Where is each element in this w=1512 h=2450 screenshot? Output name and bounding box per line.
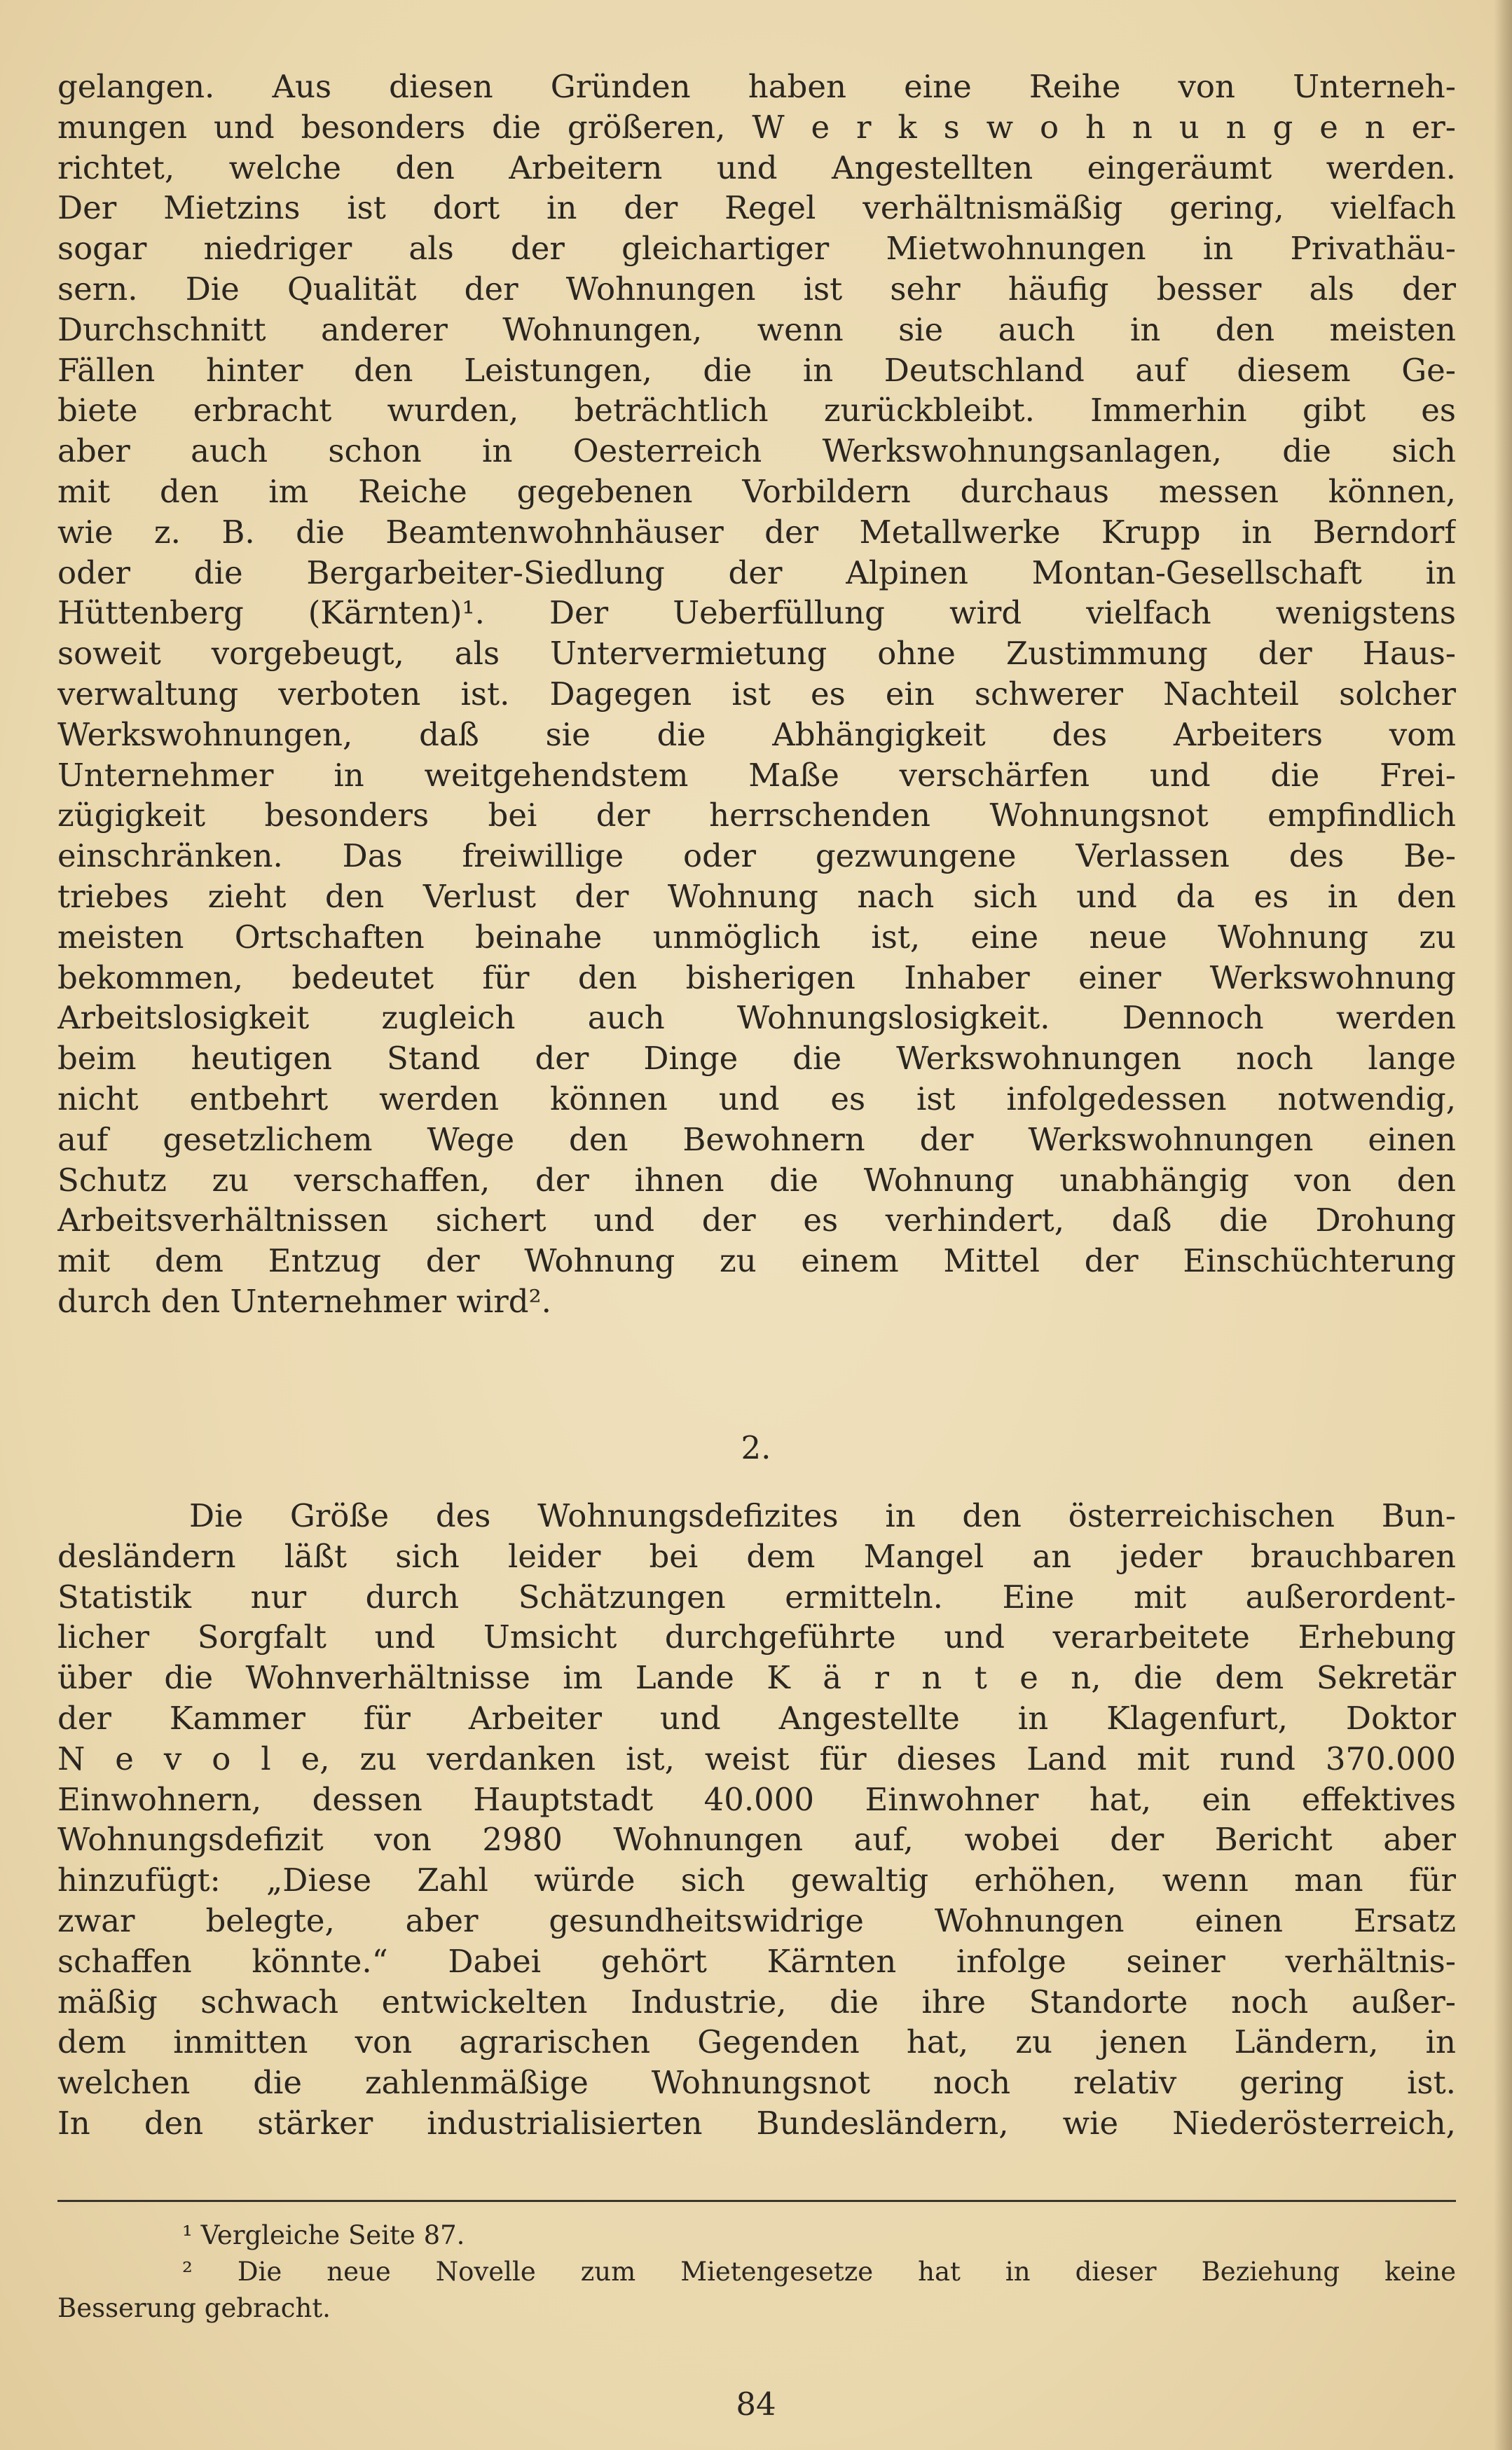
text-line: mit den im Reiche gegebenen Vorbildern durchaus messen können, — [57, 472, 1456, 510]
footnotes — [57, 2217, 1456, 2327]
text-line: Arbeitsverhältnissen sichert und der es verhindert, daß die Drohung — [57, 1202, 1456, 1239]
text-line: dem inmitten von agrarischen Gegenden hat, zu jenen Ländern, in — [57, 2023, 1456, 2061]
text-line: wie z. B. die Beamtenwohnhäuser der Metallwerke Krupp in Berndorf — [57, 513, 1456, 551]
text-line: meisten Ortschaften beinahe unmöglich ist, eine neue Wohnung zu — [57, 918, 1456, 956]
text-line: bekommen, bedeutet für den bisherigen Inhaber einer Werkswohnung — [57, 958, 1456, 996]
text-line: Statistik nur durch Schätzungen ermitteln. Eine mit außerordent- — [57, 1578, 1456, 1616]
text-line: Unternehmer in weitgehendstem Maße verschärfen und die Frei- — [57, 756, 1456, 794]
text-line: mäßig schwach entwickelten Industrie, die ihre Standorte noch außer- — [57, 1983, 1456, 2021]
text-line: oder die Bergarbeiter-Siedlung der Alpinen Montan-Gesellschaft in — [57, 553, 1456, 591]
text-line: auf gesetzlichem Wege den Bewohnern der Werkswohnungen einen — [57, 1120, 1456, 1158]
text-line: Durchschnitt anderer Wohnungen, wenn sie auch in den meisten — [57, 310, 1456, 348]
page-spine-shadow — [1494, 0, 1512, 2450]
footnote-1: ¹ Vergleiche Seite 87. — [182, 2220, 465, 2250]
text-line: desländern läßt sich leider bei dem Mangel an jeder brauchbaren — [57, 1537, 1456, 1575]
text-line: durch den Unternehmer wird². — [57, 1282, 551, 1320]
text-line: zwar belegte, aber gesundheitswidrige Wohnungen einen Ersatz — [57, 1901, 1456, 1939]
page-number: 84 — [736, 2386, 776, 2423]
text-line: hinzufügt: „Diese Zahl würde sich gewaltig erhöhen, wenn man für — [57, 1861, 1456, 1899]
text-line: Der Mietzins ist dort in der Regel verhältnismäßig gering, vielfach — [57, 189, 1456, 227]
text-line: biete erbracht wurden, beträchtlich zurückbleibt. Immerhin gibt es — [57, 392, 1456, 429]
text-line: Die Größe des Wohnungsdefizites in den österreichischen Bun- — [189, 1497, 1456, 1534]
text-line: über die Wohnverhältnisse im Lande K ä r n t e n, die dem Sekretär — [57, 1659, 1456, 1697]
footnote-2-line-1: ² Die neue Novelle zum Mietengesetze hat in dieser Beziehung keine — [182, 2257, 1456, 2287]
text-line: nicht entbehrt werden können und es ist infolgedessen notwendig, — [57, 1080, 1456, 1117]
text-line: gelangen. Aus diesen Gründen haben eine Reihe von Unterneh- — [57, 68, 1456, 105]
text-line: mungen und besonders die größeren, W e r k s w o h n u n g e n er- — [57, 108, 1456, 146]
text-line: licher Sorgfalt und Umsicht durchgeführte und verarbeitete Erhebung — [57, 1618, 1456, 1656]
footnote-2-line-2: Besserung gebracht. — [57, 2293, 331, 2323]
text-line: aber auch schon in Oesterreich Werkswohnungsanlagen, die sich — [57, 432, 1456, 470]
text-line: In den stärker industrialisierten Bundesländern, wie Niederösterreich, — [57, 2104, 1456, 2142]
text-line: verwaltung verboten ist. Dagegen ist es ein schwerer Nachteil solcher — [57, 675, 1456, 713]
text-line: schaffen könnte.“ Dabei gehört Kärnten infolge seiner verhältnis- — [57, 1942, 1456, 1980]
text-line: einschränken. Das freiwillige oder gezwungene Verlassen des Be- — [57, 837, 1456, 875]
text-line: beim heutigen Stand der Dinge die Werkswohnungen noch lange — [57, 1040, 1456, 1078]
paragraph-1 — [57, 67, 1456, 1322]
text-line: Arbeitslosigkeit zugleich auch Wohnungslosigkeit. Dennoch werden — [57, 999, 1456, 1037]
text-line: mit dem Entzug der Wohnung zu einem Mittel der Einschüchterung — [57, 1242, 1456, 1280]
text-line: der Kammer für Arbeiter und Angestellte in Klagenfurt, Doktor — [57, 1699, 1456, 1737]
text-line: soweit vorgebeugt, als Untervermietung ohne Zustimmung der Haus- — [57, 635, 1456, 673]
text-line: zügigkeit besonders bei der herrschenden Wohnungsnot empfindlich — [57, 797, 1456, 834]
text-line: Hüttenberg (Kärnten)¹. Der Ueberfüllung wird vielfach wenigstens — [57, 594, 1456, 632]
text-line: welchen die zahlenmäßige Wohnungsnot noch relativ gering ist. — [57, 2064, 1456, 2102]
text-line: triebes zieht den Verlust der Wohnung nach sich und da es in den — [57, 877, 1456, 915]
footnote-divider — [57, 2200, 1456, 2202]
text-line: Wohnungsdefizit von 2980 Wohnungen auf, wobei der Bericht aber — [57, 1821, 1456, 1859]
text-line: sern. Die Qualität der Wohnungen ist sehr häufig besser als der — [57, 270, 1456, 308]
text-line: Einwohnern, dessen Hauptstadt 40.000 Einwohner hat, ein effektives — [57, 1780, 1456, 1818]
text-line: sogar niedriger als der gleichartiger Mietwohnungen in Privathäu- — [57, 230, 1456, 268]
section-number: 2. — [741, 1429, 771, 1466]
text-line: richtet, welche den Arbeitern und Angestellten eingeräumt werden. — [57, 149, 1456, 186]
paragraph-2 — [57, 1496, 1456, 2144]
text-line: N e v o l e, zu verdanken ist, weist für dieses Land mit rund 370.000 — [57, 1740, 1456, 1777]
text-line: Fällen hinter den Leistungen, die in Deutschland auf diesem Ge- — [57, 351, 1456, 389]
text-line: Werkswohnungen, daß sie die Abhängigkeit des Arbeiters vom — [57, 715, 1456, 753]
text-line: Schutz zu verschaffen, der ihnen die Wohnung unabhängig von den — [57, 1161, 1456, 1199]
